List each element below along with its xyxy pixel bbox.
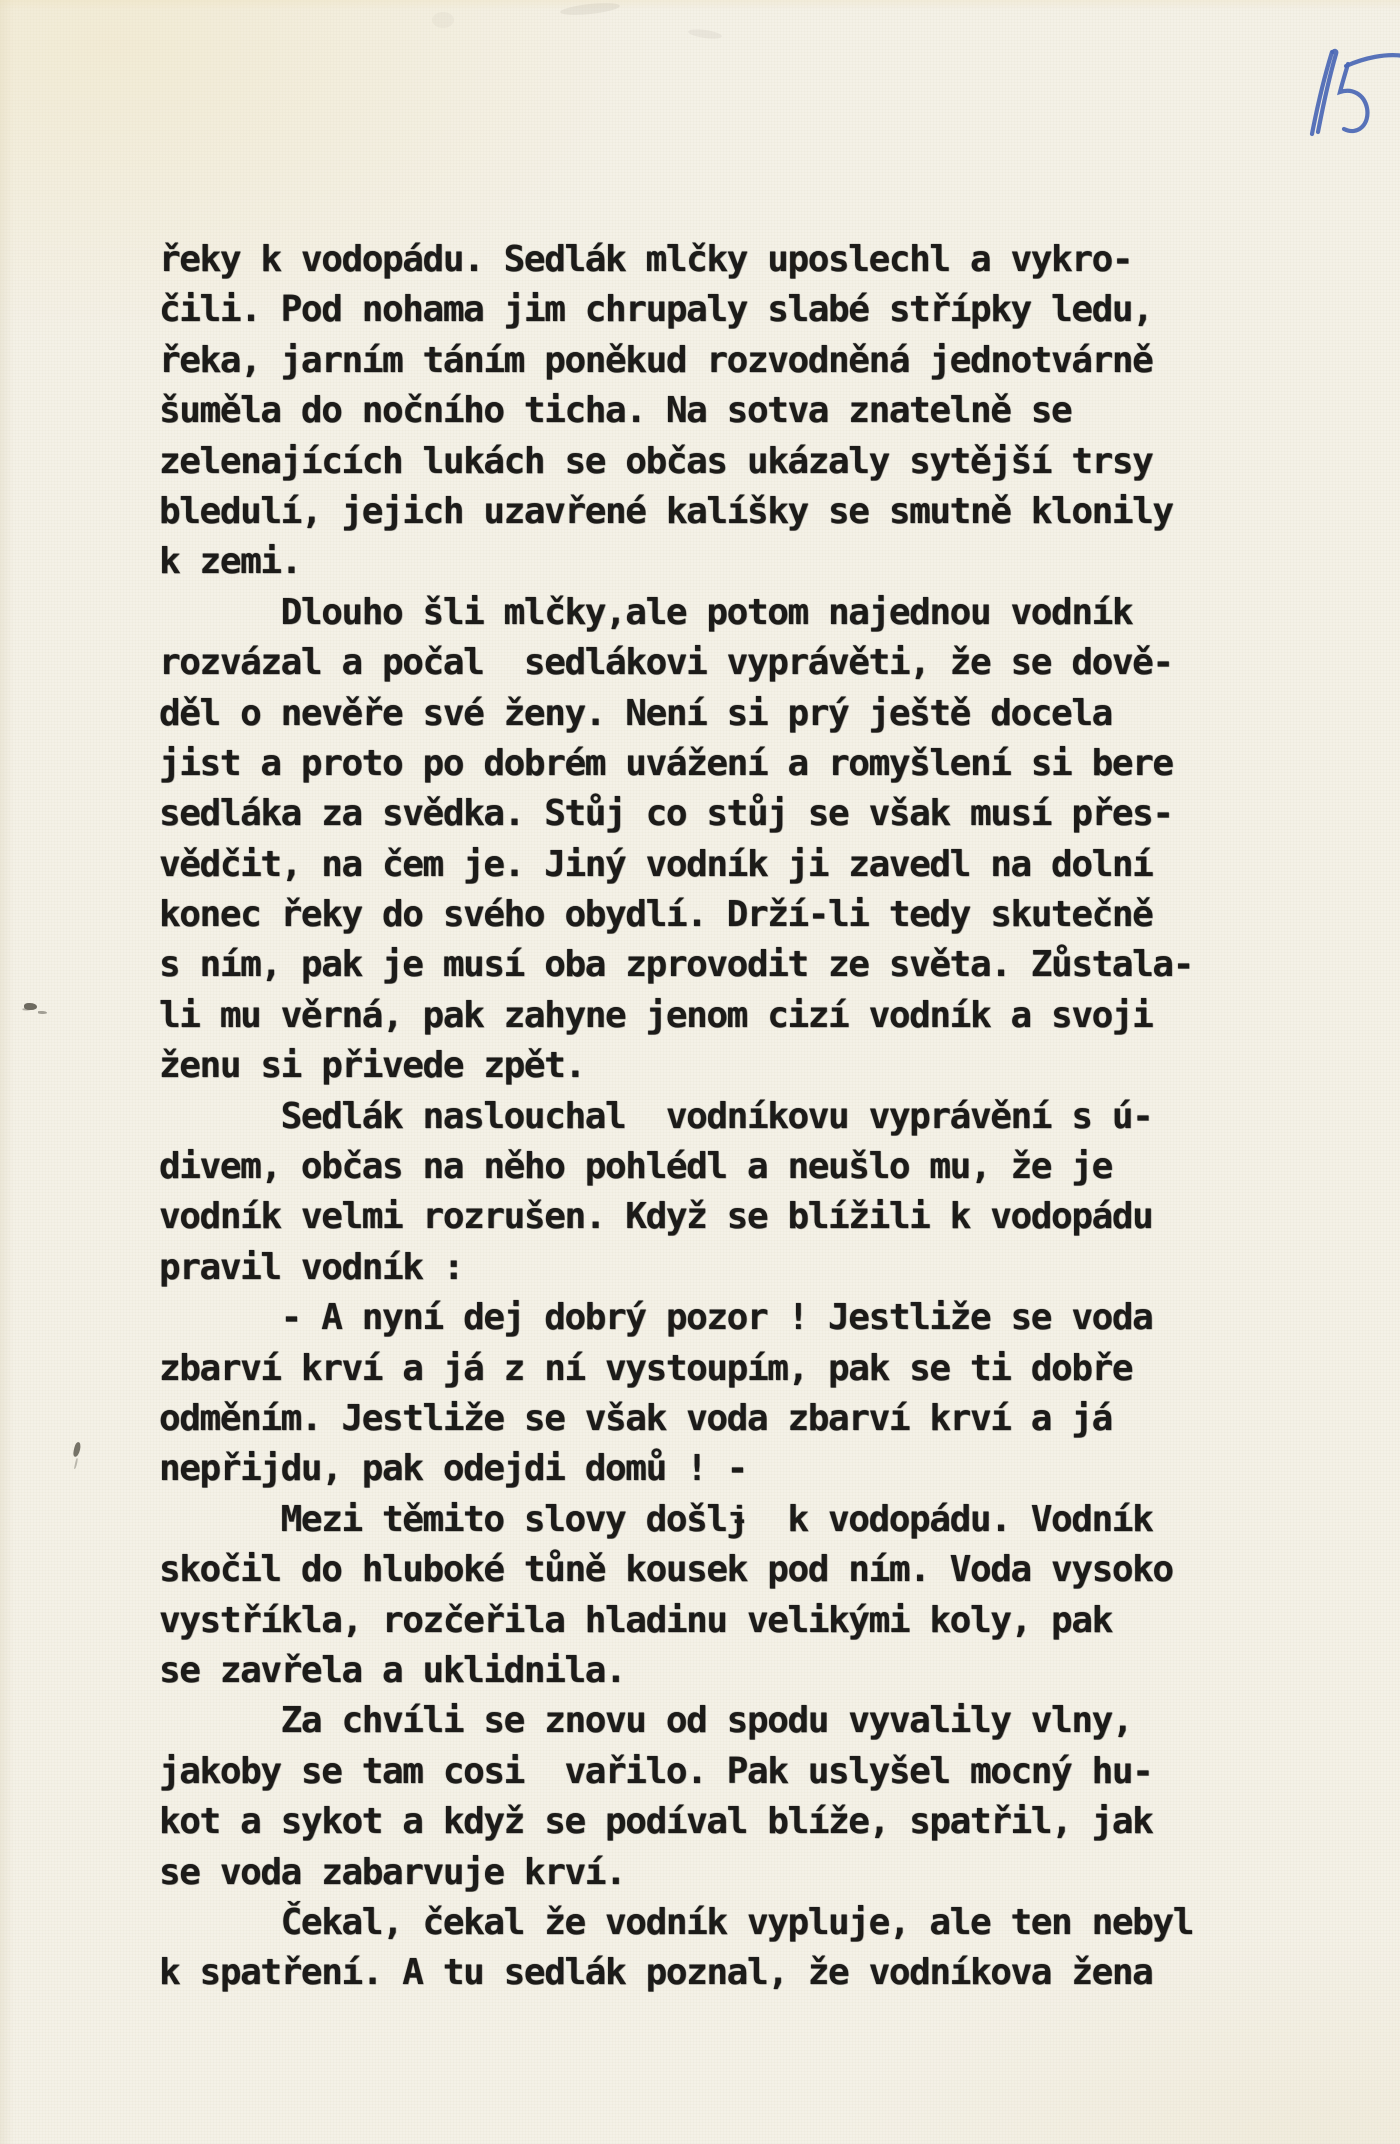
typewritten-line: šuměla do nočního ticha. Na sotva znatelně se	[159, 390, 1072, 432]
typewritten-line: bledulí, jejich uzavřené kalíšky se smutně klonily	[159, 490, 1173, 532]
typewritten-line: se zavřela a uklidnila.	[159, 1649, 626, 1691]
scan-smudge	[688, 28, 723, 41]
typewritten-line: skočil do hluboké tůně kousek pod ním. Voda vysoko	[159, 1549, 1173, 1591]
typewritten-line: odměním. Jestliže se však voda zbarví krví a já	[159, 1397, 1112, 1439]
typewritten-line: rozvázal a počal sedlákovi vyprávěti, že se dově-	[159, 642, 1173, 684]
typewritten-line: - A nyní dej dobrý pozor ! Jestliže se voda	[159, 1297, 1153, 1339]
typewritten-line: ženu si přivede zpět.	[159, 1045, 585, 1087]
typewritten-line: děl o nevěře své ženy. Není si prý ještě docela	[159, 692, 1112, 734]
typewritten-line: zbarví krví a já z ní vystoupím, pak se ti dobře	[159, 1347, 1133, 1389]
typewritten-line: se voda zabarvuje krví.	[159, 1851, 626, 1893]
typewritten-line: zelenajících lukách se občas ukázaly sytější trsy	[159, 440, 1153, 482]
typewritten-line: vodník velmi rozrušen. Když se blížili k vodopádu	[159, 1196, 1153, 1238]
typewritten-line: Čekal, čekal že vodník vypluje, ale ten nebyl	[159, 1901, 1193, 1943]
ink-speck	[24, 1003, 37, 1010]
typewritten-line: divem, občas na něho pohlédl a neušlo mu, že je	[159, 1146, 1112, 1188]
typewritten-line: pravil vodník :	[159, 1246, 464, 1288]
typewritten-line: Mezi těmito slovy došlɉ k vodopádu. Vodník	[159, 1498, 1153, 1540]
typewritten-line: vědčit, na čem je. Jiný vodník ji zavedl na dolní	[159, 843, 1153, 885]
typewritten-line: k zemi.	[159, 541, 301, 583]
typewritten-line: Za chvíli se znovu od spodu vyvalily vlny,	[159, 1700, 1133, 1742]
typewritten-line: k spatření. A tu sedlák poznal, že vodníkova žena	[159, 1952, 1153, 1994]
typewritten-line: li mu věrná, pak zahyne jenom cizí vodník a svoji	[159, 994, 1153, 1036]
typewritten-line: jakoby se tam cosi vařilo. Pak uslyšel mocný hu-	[159, 1750, 1153, 1792]
typewritten-line: vystříkla, rozčeřila hladinu velikými koly, pak	[159, 1599, 1112, 1641]
typewritten-line: sedláka za svědka. Stůj co stůj se však musí přes-	[159, 793, 1173, 835]
ink-speck	[73, 1442, 82, 1458]
typewritten-line: s ním, pak je musí oba zprovodit ze světa. Zůstala-	[159, 944, 1193, 986]
typewritten-line: konec řeky do svého obydlí. Drží-li tedy skutečně	[159, 894, 1153, 936]
typewritten-line: řeky k vodopádu. Sedlák mlčky uposlechl a vykro-	[159, 239, 1133, 280]
typewritten-line: Dlouho šli mlčky,ale potom najednou vodník	[159, 591, 1133, 633]
typewritten-line: jist a proto po dobrém uvážení a romyšlení si bere	[159, 742, 1173, 784]
typewritten-line: kot a sykot a když se podíval blíže, spatřil, jak	[159, 1801, 1153, 1843]
typewritten-line: čili. Pod nohama jim chrupaly slabé střípky ledu,	[159, 289, 1153, 331]
typewritten-line: řeka, jarním táním poněkud rozvodněná jednotvárně	[159, 339, 1153, 381]
scan-smudge	[432, 12, 454, 28]
typewritten-line: nepřijdu, pak odejdi domů ! -	[159, 1448, 747, 1490]
typewritten-line: Sedlák naslouchal vodníkovu vyprávění s ú-	[159, 1095, 1153, 1137]
handwritten-page-number	[1282, 28, 1400, 158]
typewritten-text	[159, 235, 1193, 1999]
scan-smudge	[560, 1, 621, 17]
